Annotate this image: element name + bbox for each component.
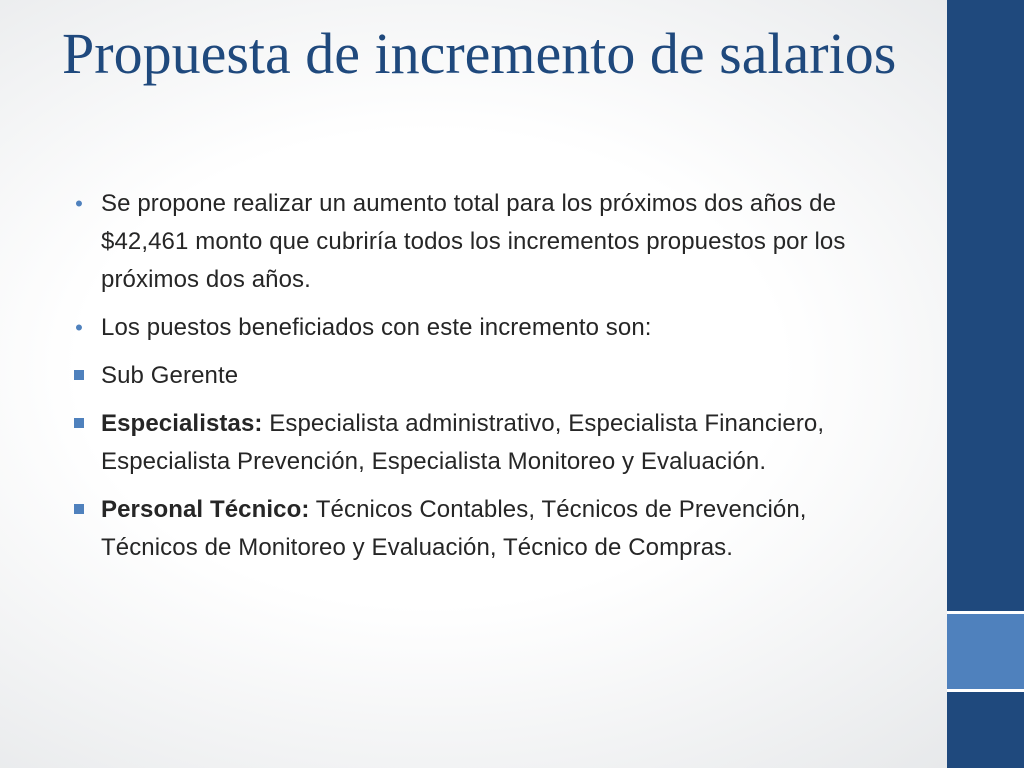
bullet-text: Sub Gerente: [101, 362, 239, 389]
round-bullet-icon: •: [75, 315, 83, 340]
bullet-text: Se propone realizar un aumento total para los próximos dos años de $42,461 monto que cubriría todos los incrementos propuestos por los próximos dos años.: [101, 190, 846, 293]
bullet-label: Personal Técnico:: [101, 496, 310, 523]
bullet-list: [72, 185, 902, 577]
bullet-text: Los puestos beneficiados con este incremento son:: [101, 314, 652, 341]
bullet-item-aumento: [72, 185, 902, 299]
bullet-text: Especialista administrativo, Especialista Financiero, Especialista Prevención, Especialista Monitoreo y Evaluación.: [101, 410, 825, 475]
round-bullet-icon: •: [75, 191, 83, 216]
bullet-text: Técnicos Contables, Técnicos de Prevención, Técnicos de Monitoreo y Evaluación, Técnico de Compras.: [101, 496, 840, 561]
side-band-divider: [947, 689, 1024, 692]
slide-title: Propuesta de incremento de salarios: [62, 21, 897, 86]
side-band-accent: [947, 614, 1024, 689]
square-bullet-icon: [74, 370, 84, 380]
bullet-label: Especialistas:: [101, 410, 263, 437]
square-bullet-icon: [74, 418, 84, 428]
bullet-item-sub-gerente: [72, 357, 902, 395]
bullet-item-personal-tecnico: [72, 491, 902, 567]
bullet-item-puestos: [72, 309, 902, 347]
bullet-item-especialistas: [72, 405, 902, 481]
square-bullet-icon: [74, 504, 84, 514]
